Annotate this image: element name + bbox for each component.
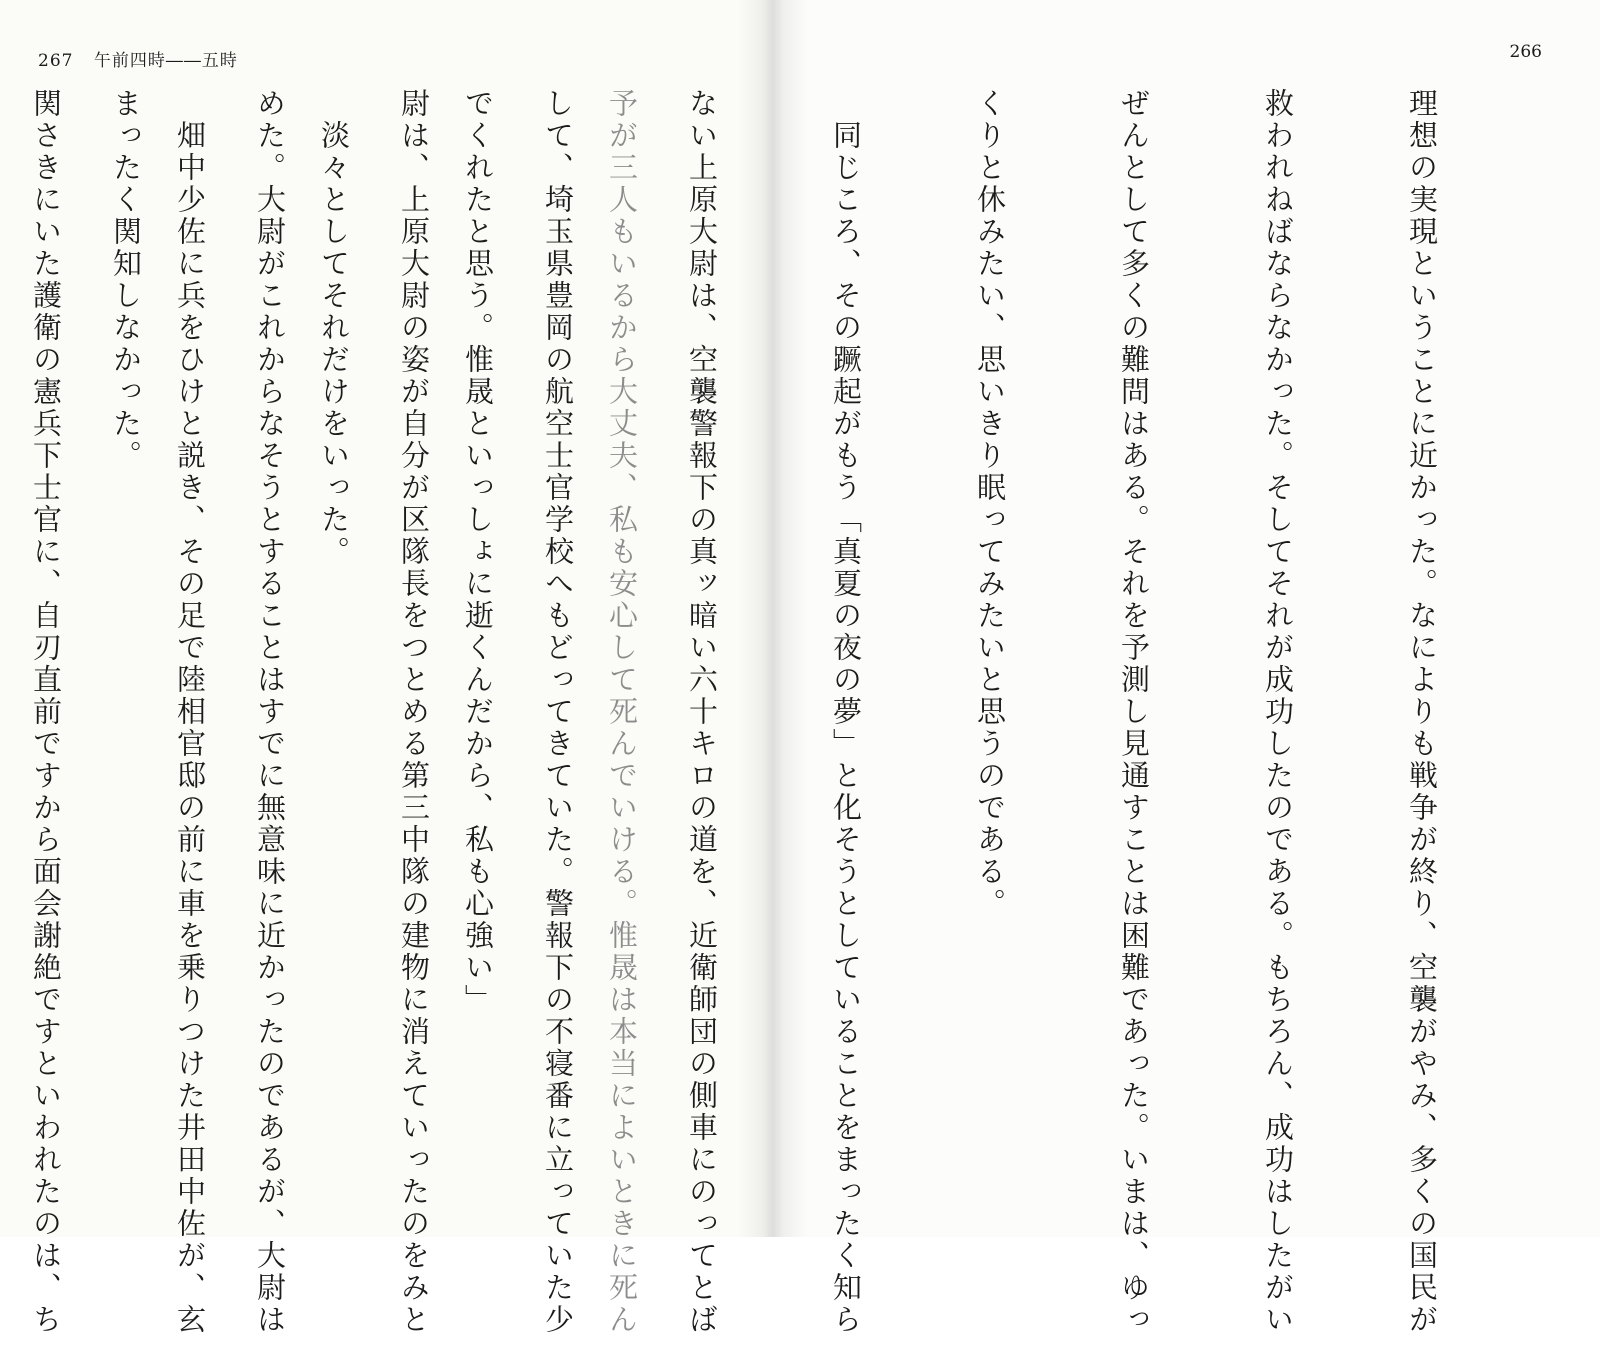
text-line <box>0 88 6 1228</box>
text-line: 尉は、上原大尉の姿が自分が区隊長をつとめる第三中隊の建物に消えていったのをみと <box>397 88 431 1336</box>
text-line: 救われねばならなかった。そしてそれが成功したのである。もちろん、成功はしたがい <box>1261 88 1295 1336</box>
text-line: 畑中少佐に兵をひけと説き、その足で陸相官邸の前に車を乗りつけた井田中佐が、玄 <box>173 88 207 1336</box>
text-line: ない上原大尉は、空襲警報下の真ッ暗い六十キロの道を、近衛師団の側車にのってとば <box>685 88 719 1336</box>
text-line: めた。大尉がこれからなそうとすることはすでに無意味に近かったのであるが、大尉は <box>253 88 287 1336</box>
text-line: ぜんとして多くの難問はある。それを予測し見通すことは困難であった。いまは、ゆっ <box>1117 88 1151 1336</box>
page-number-right: 266 <box>1509 42 1542 62</box>
text-line: 同じころ、その蹶起がもう「真夏の夜の夢」と化そうとしていることをまったく知ら <box>829 88 863 1336</box>
text-line: でくれたと思う。惟晟といっしょに逝くんだから、私も心強い」 <box>461 88 495 1016</box>
page-number-left: 267 <box>38 51 74 71</box>
text-line: 理想の実現ということに近かった。なによりも戦争が終り、空襲がやみ、多くの国民が <box>1405 88 1439 1336</box>
text-line: まったく関知しなかった。 <box>109 88 143 472</box>
running-head <box>38 46 238 71</box>
text-line: 関さきにいた護衛の憲兵下士官に、自刃直前ですから面会謝絶ですといわれたのは、ち <box>29 88 63 1336</box>
chapter-title: 午前四時――五時 <box>93 51 238 71</box>
text-line: くりと休みたい、思いきり眠ってみたいと思うのである。 <box>973 88 1007 920</box>
text-line: 淡々としてそれだけをいった。 <box>317 88 351 568</box>
text-line: して、埼玉県豊岡の航空士官学校へもどってきていた。警報下の不寝番に立っていた少 <box>541 88 575 1336</box>
text-line: 予が三人もいるから大丈夫、私も安心して死んでいける。惟晟は本当によいときに死ん <box>605 88 639 1336</box>
